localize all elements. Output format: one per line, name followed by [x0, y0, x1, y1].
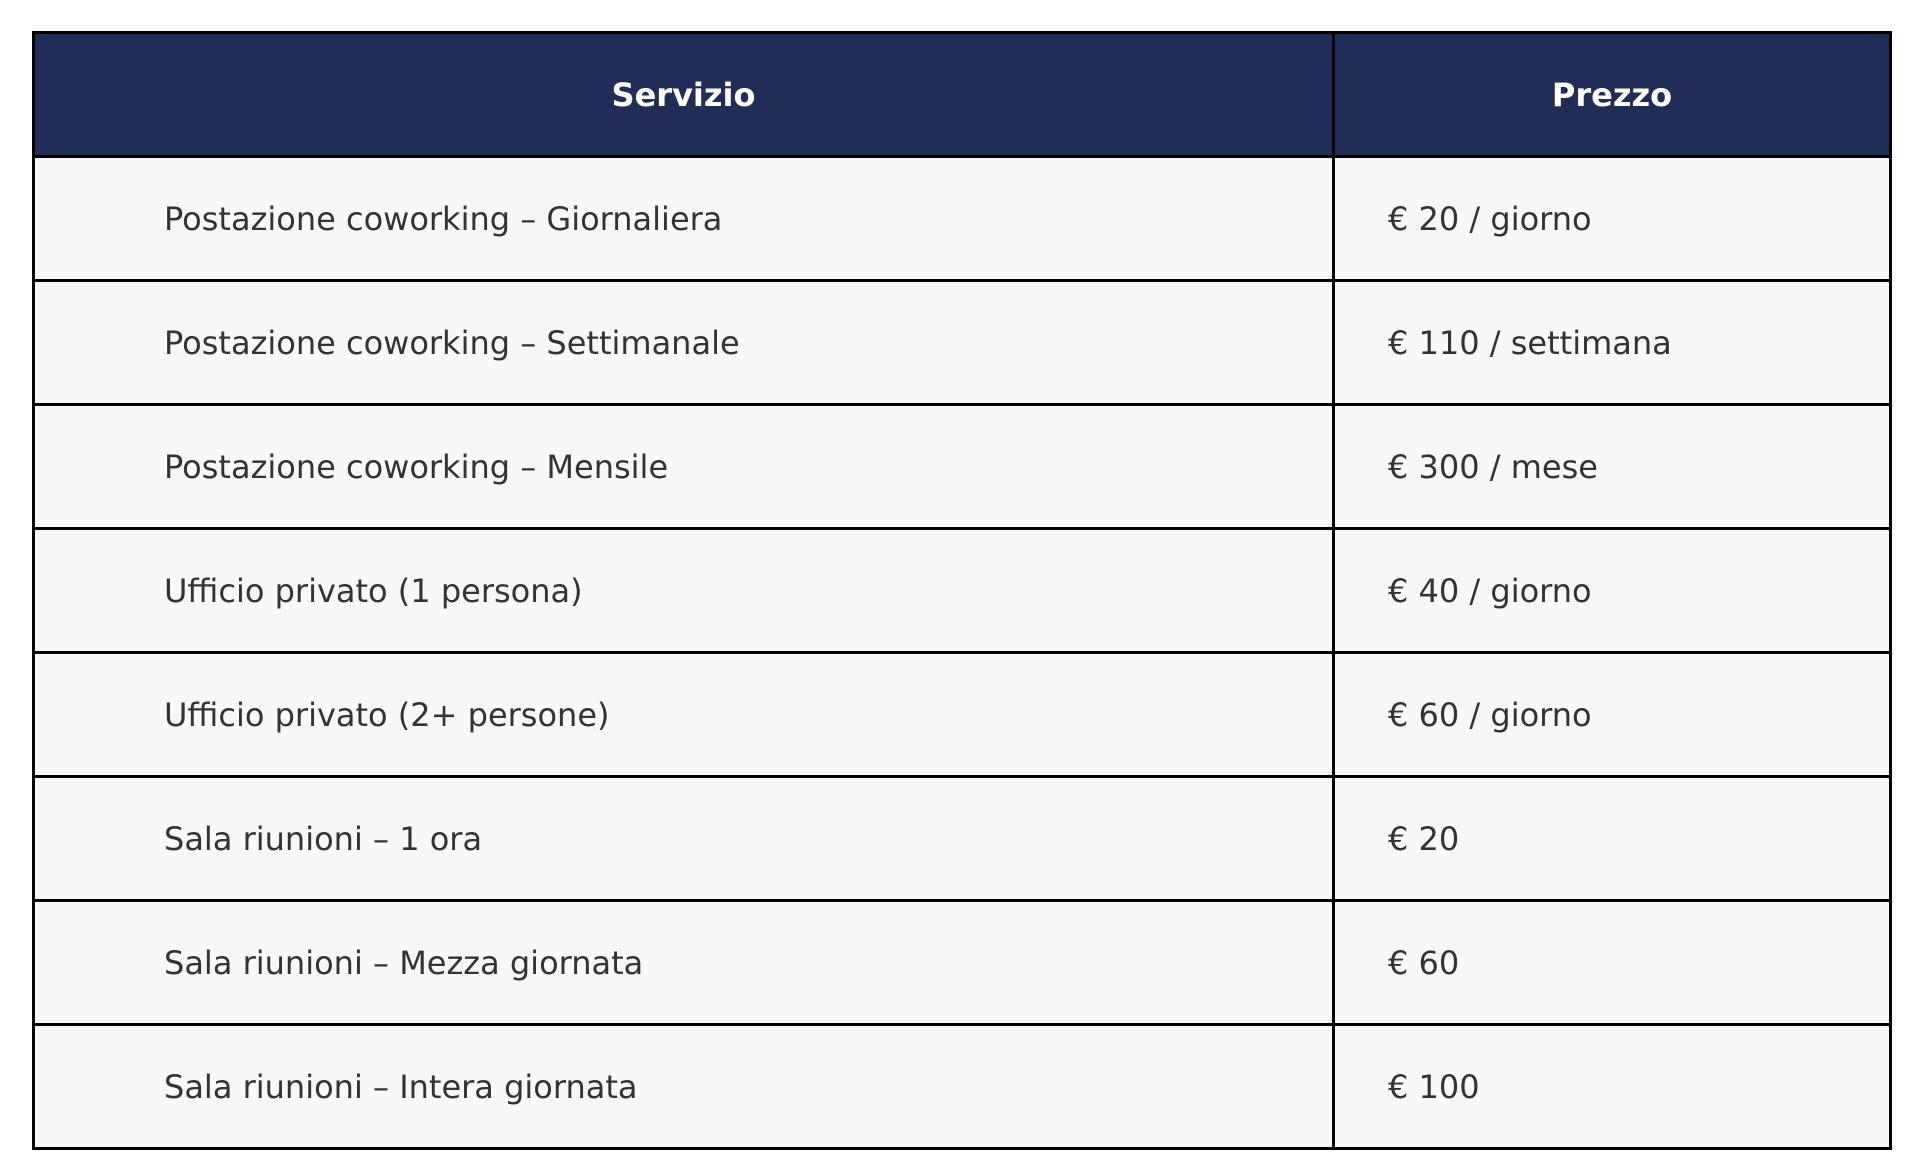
price-cell: € 20 / giorno — [1334, 157, 1891, 281]
service-cell: Sala riunioni – Mezza giornata — [34, 901, 1334, 1025]
table-header-row — [34, 33, 1891, 157]
price-cell: € 100 — [1334, 1025, 1891, 1149]
table-row — [34, 1025, 1891, 1149]
table-row — [34, 653, 1891, 777]
pricing-table — [32, 31, 1892, 1150]
service-cell: Postazione coworking – Mensile — [34, 405, 1334, 529]
column-header-service: Servizio — [34, 33, 1334, 157]
price-cell: € 300 / mese — [1334, 405, 1891, 529]
price-cell: € 110 / settimana — [1334, 281, 1891, 405]
price-cell: € 60 — [1334, 901, 1891, 1025]
service-cell: Postazione coworking – Giornaliera — [34, 157, 1334, 281]
service-cell: Sala riunioni – Intera giornata — [34, 1025, 1334, 1149]
service-cell: Sala riunioni – 1 ora — [34, 777, 1334, 901]
service-cell: Ufficio privato (1 persona) — [34, 529, 1334, 653]
price-cell: € 20 — [1334, 777, 1891, 901]
table-row — [34, 157, 1891, 281]
table-row — [34, 777, 1891, 901]
column-header-price: Prezzo — [1334, 33, 1891, 157]
table-row — [34, 405, 1891, 529]
service-cell: Ufficio privato (2+ persone) — [34, 653, 1334, 777]
price-cell: € 40 / giorno — [1334, 529, 1891, 653]
table-row — [34, 901, 1891, 1025]
table-row — [34, 529, 1891, 653]
table-row — [34, 281, 1891, 405]
price-cell: € 60 / giorno — [1334, 653, 1891, 777]
service-cell: Postazione coworking – Settimanale — [34, 281, 1334, 405]
